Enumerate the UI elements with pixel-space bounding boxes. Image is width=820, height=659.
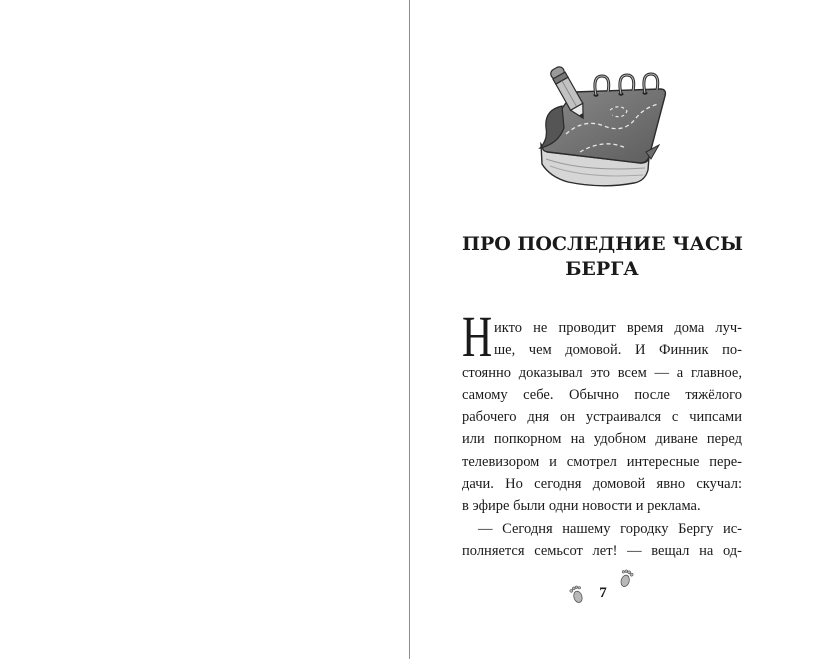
chapter-title [462,232,742,282]
footprint-icon [617,568,635,588]
chapter-title-line-2: БЕРГА [565,258,639,280]
chapter-title-line-1: ПРО ПОСЛЕДНИЕ ЧАСЫ [462,233,743,255]
body-line: рабочего дня он устраивался с чипсами [462,409,742,426]
body-line: полняется семьсот лет! — вещал на од- [462,542,742,559]
chapter-body-text [462,304,742,562]
notepad-pencil-illustration [524,60,670,192]
body-line: или попкорном на удобном диване перед [462,431,742,448]
body-line: ше, чем домовой. И Финник по- [494,342,742,359]
footprint-icon [568,584,586,604]
body-line: самому себе. Обычно после тяжёлого [462,386,742,403]
body-line: в эфире были одни новости и реклама. [462,498,701,515]
body-line: телевизором и смотрел интересные пере- [462,453,742,470]
page-number: 7 [599,585,607,601]
left-page-blank [0,0,409,659]
body-line: — Сегодня нашему городку Бергу ис- [478,520,742,537]
drop-cap: Н [462,304,493,369]
body-line: дачи. Но сегодня домовой явно скучал: [462,476,742,493]
body-line: икто не проводит время дома луч- [494,320,742,336]
body-line: стоянно доказывал это всем — а главное, [462,364,742,381]
